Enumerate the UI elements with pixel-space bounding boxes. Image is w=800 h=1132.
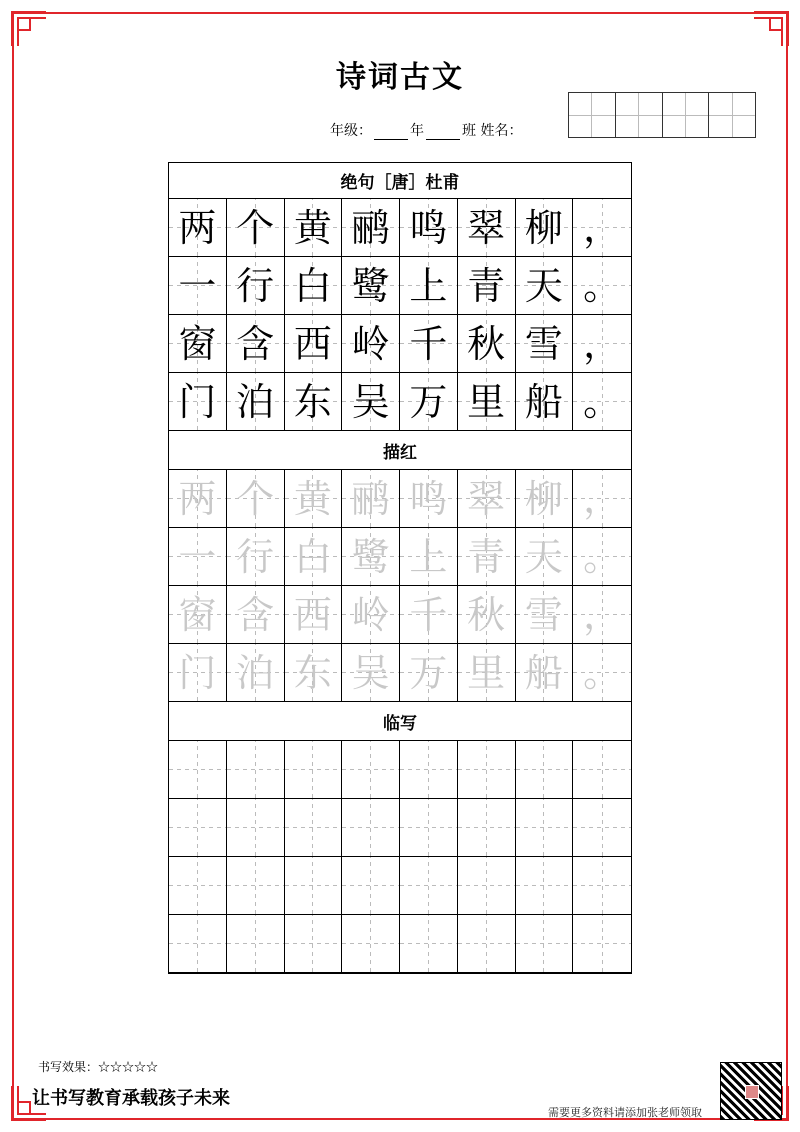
class-label: 班: [462, 123, 476, 139]
copy-cell[interactable]: [516, 915, 574, 973]
poem-char-cell: 天: [516, 257, 574, 315]
poem-char-cell: ，: [573, 199, 631, 257]
copy-cell[interactable]: [227, 741, 285, 799]
poem-char-cell: 吴: [342, 373, 400, 431]
poem-grid: [169, 199, 631, 431]
name-box[interactable]: [663, 93, 710, 137]
poem-char-cell: 。: [573, 373, 631, 431]
poem-header: 绝句［唐］杜甫: [169, 163, 631, 199]
name-box[interactable]: [569, 93, 616, 137]
corner-ornament-icon: [10, 10, 48, 48]
trace-char-cell[interactable]: 白: [285, 528, 343, 586]
poem-char-cell: 西: [285, 315, 343, 373]
copy-cell[interactable]: [227, 915, 285, 973]
poem-char-cell: 含: [227, 315, 285, 373]
poem-char-cell: 翠: [458, 199, 516, 257]
footer-note: 需要更多资料请添加张老师领取: [548, 1106, 702, 1119]
copy-cell[interactable]: [458, 741, 516, 799]
trace-char-cell[interactable]: 。: [573, 644, 631, 702]
copy-cell[interactable]: [169, 741, 227, 799]
name-boxes[interactable]: [568, 92, 756, 138]
page-title: 诗词古文: [336, 60, 464, 95]
copy-cell[interactable]: [342, 741, 400, 799]
trace-char-cell[interactable]: 行: [227, 528, 285, 586]
class-blank[interactable]: [426, 139, 460, 140]
trace-char-cell[interactable]: 岭: [342, 586, 400, 644]
trace-header: 描红: [169, 431, 631, 470]
poem-char-cell: 里: [458, 373, 516, 431]
trace-char-cell[interactable]: 门: [169, 644, 227, 702]
trace-char-cell[interactable]: 鹂: [342, 470, 400, 528]
trace-char-cell[interactable]: 。: [573, 528, 631, 586]
trace-char-cell[interactable]: 一: [169, 528, 227, 586]
poem-char-cell: 上: [400, 257, 458, 315]
copy-cell[interactable]: [342, 915, 400, 973]
poem-char-cell: 门: [169, 373, 227, 431]
copy-cell[interactable]: [169, 915, 227, 973]
trace-char-cell[interactable]: 船: [516, 644, 574, 702]
copy-cell[interactable]: [458, 799, 516, 857]
copy-cell[interactable]: [285, 915, 343, 973]
poem-char-cell: 。: [573, 257, 631, 315]
poem-char-cell: 东: [285, 373, 343, 431]
poem-char-cell: 行: [227, 257, 285, 315]
trace-char-cell[interactable]: 柳: [516, 470, 574, 528]
corner-ornament-icon: [752, 10, 790, 48]
name-label: 姓名：: [480, 123, 523, 139]
copy-cell[interactable]: [400, 799, 458, 857]
trace-char-cell[interactable]: 东: [285, 644, 343, 702]
trace-char-cell[interactable]: 黄: [285, 470, 343, 528]
year-label: 年: [410, 123, 424, 139]
poem-char-cell: 鹂: [342, 199, 400, 257]
trace-grid: [169, 470, 631, 702]
poem-char-cell: 窗: [169, 315, 227, 373]
trace-char-cell[interactable]: 天: [516, 528, 574, 586]
poem-char-cell: 白: [285, 257, 343, 315]
copy-cell[interactable]: [458, 915, 516, 973]
copy-cell[interactable]: [516, 799, 574, 857]
trace-char-cell[interactable]: ，: [573, 586, 631, 644]
poem-char-cell: 雪: [516, 315, 574, 373]
trace-char-cell[interactable]: 翠: [458, 470, 516, 528]
trace-char-cell[interactable]: 鸣: [400, 470, 458, 528]
copy-cell[interactable]: [342, 799, 400, 857]
copy-cell[interactable]: [169, 857, 227, 915]
trace-char-cell[interactable]: 西: [285, 586, 343, 644]
poem-char-cell: 个: [227, 199, 285, 257]
copy-cell[interactable]: [285, 799, 343, 857]
trace-char-cell[interactable]: 上: [400, 528, 458, 586]
poem-char-cell: 岭: [342, 315, 400, 373]
copy-cell[interactable]: [400, 915, 458, 973]
trace-char-cell[interactable]: 泊: [227, 644, 285, 702]
slogan: 让书写教育承载孩子未来: [32, 1088, 230, 1109]
poem-char-cell: 泊: [227, 373, 285, 431]
poem-char-cell: 青: [458, 257, 516, 315]
poem-char-cell: 一: [169, 257, 227, 315]
trace-char-cell[interactable]: 雪: [516, 586, 574, 644]
trace-char-cell[interactable]: 里: [458, 644, 516, 702]
trace-char-cell[interactable]: 吴: [342, 644, 400, 702]
trace-char-cell[interactable]: 鹭: [342, 528, 400, 586]
trace-char-cell[interactable]: 个: [227, 470, 285, 528]
poem-char-cell: 千: [400, 315, 458, 373]
trace-char-cell[interactable]: 窗: [169, 586, 227, 644]
grade-blank[interactable]: [374, 139, 408, 140]
copy-cell[interactable]: [342, 857, 400, 915]
copy-cell[interactable]: [400, 857, 458, 915]
copy-header: 临写: [169, 702, 631, 741]
poem-char-cell: 鸣: [400, 199, 458, 257]
poem-char-cell: ，: [573, 315, 631, 373]
copy-cell[interactable]: [227, 857, 285, 915]
trace-char-cell[interactable]: 千: [400, 586, 458, 644]
poem-char-cell: 鹭: [342, 257, 400, 315]
copy-cell[interactable]: [516, 741, 574, 799]
trace-char-cell[interactable]: 含: [227, 586, 285, 644]
copy-cell[interactable]: [573, 799, 631, 857]
copy-cell[interactable]: [516, 857, 574, 915]
poem-char-cell: 船: [516, 373, 574, 431]
copy-cell[interactable]: [573, 915, 631, 973]
qr-code-icon: [720, 1062, 782, 1120]
trace-char-cell[interactable]: 万: [400, 644, 458, 702]
copy-cell[interactable]: [285, 857, 343, 915]
copy-cell[interactable]: [285, 741, 343, 799]
practice-sheet: [168, 162, 632, 974]
copy-cell[interactable]: [573, 741, 631, 799]
poem-char-cell: 两: [169, 199, 227, 257]
name-box[interactable]: [616, 93, 663, 137]
copy-cell[interactable]: [169, 799, 227, 857]
trace-char-cell[interactable]: ，: [573, 470, 631, 528]
rating-label: 书写效果：☆☆☆☆☆: [38, 1060, 159, 1074]
copy-cell[interactable]: [458, 857, 516, 915]
poem-char-cell: 黄: [285, 199, 343, 257]
copy-cell[interactable]: [400, 741, 458, 799]
student-info: [330, 120, 522, 140]
copy-cell[interactable]: [573, 857, 631, 915]
name-box[interactable]: [709, 93, 755, 137]
trace-char-cell[interactable]: 青: [458, 528, 516, 586]
grade-label: 年级：: [330, 123, 372, 139]
poem-char-cell: 万: [400, 373, 458, 431]
copy-cell[interactable]: [227, 799, 285, 857]
trace-char-cell[interactable]: 两: [169, 470, 227, 528]
trace-char-cell[interactable]: 秋: [458, 586, 516, 644]
copy-grid: [169, 741, 631, 973]
poem-char-cell: 秋: [458, 315, 516, 373]
poem-char-cell: 柳: [516, 199, 574, 257]
